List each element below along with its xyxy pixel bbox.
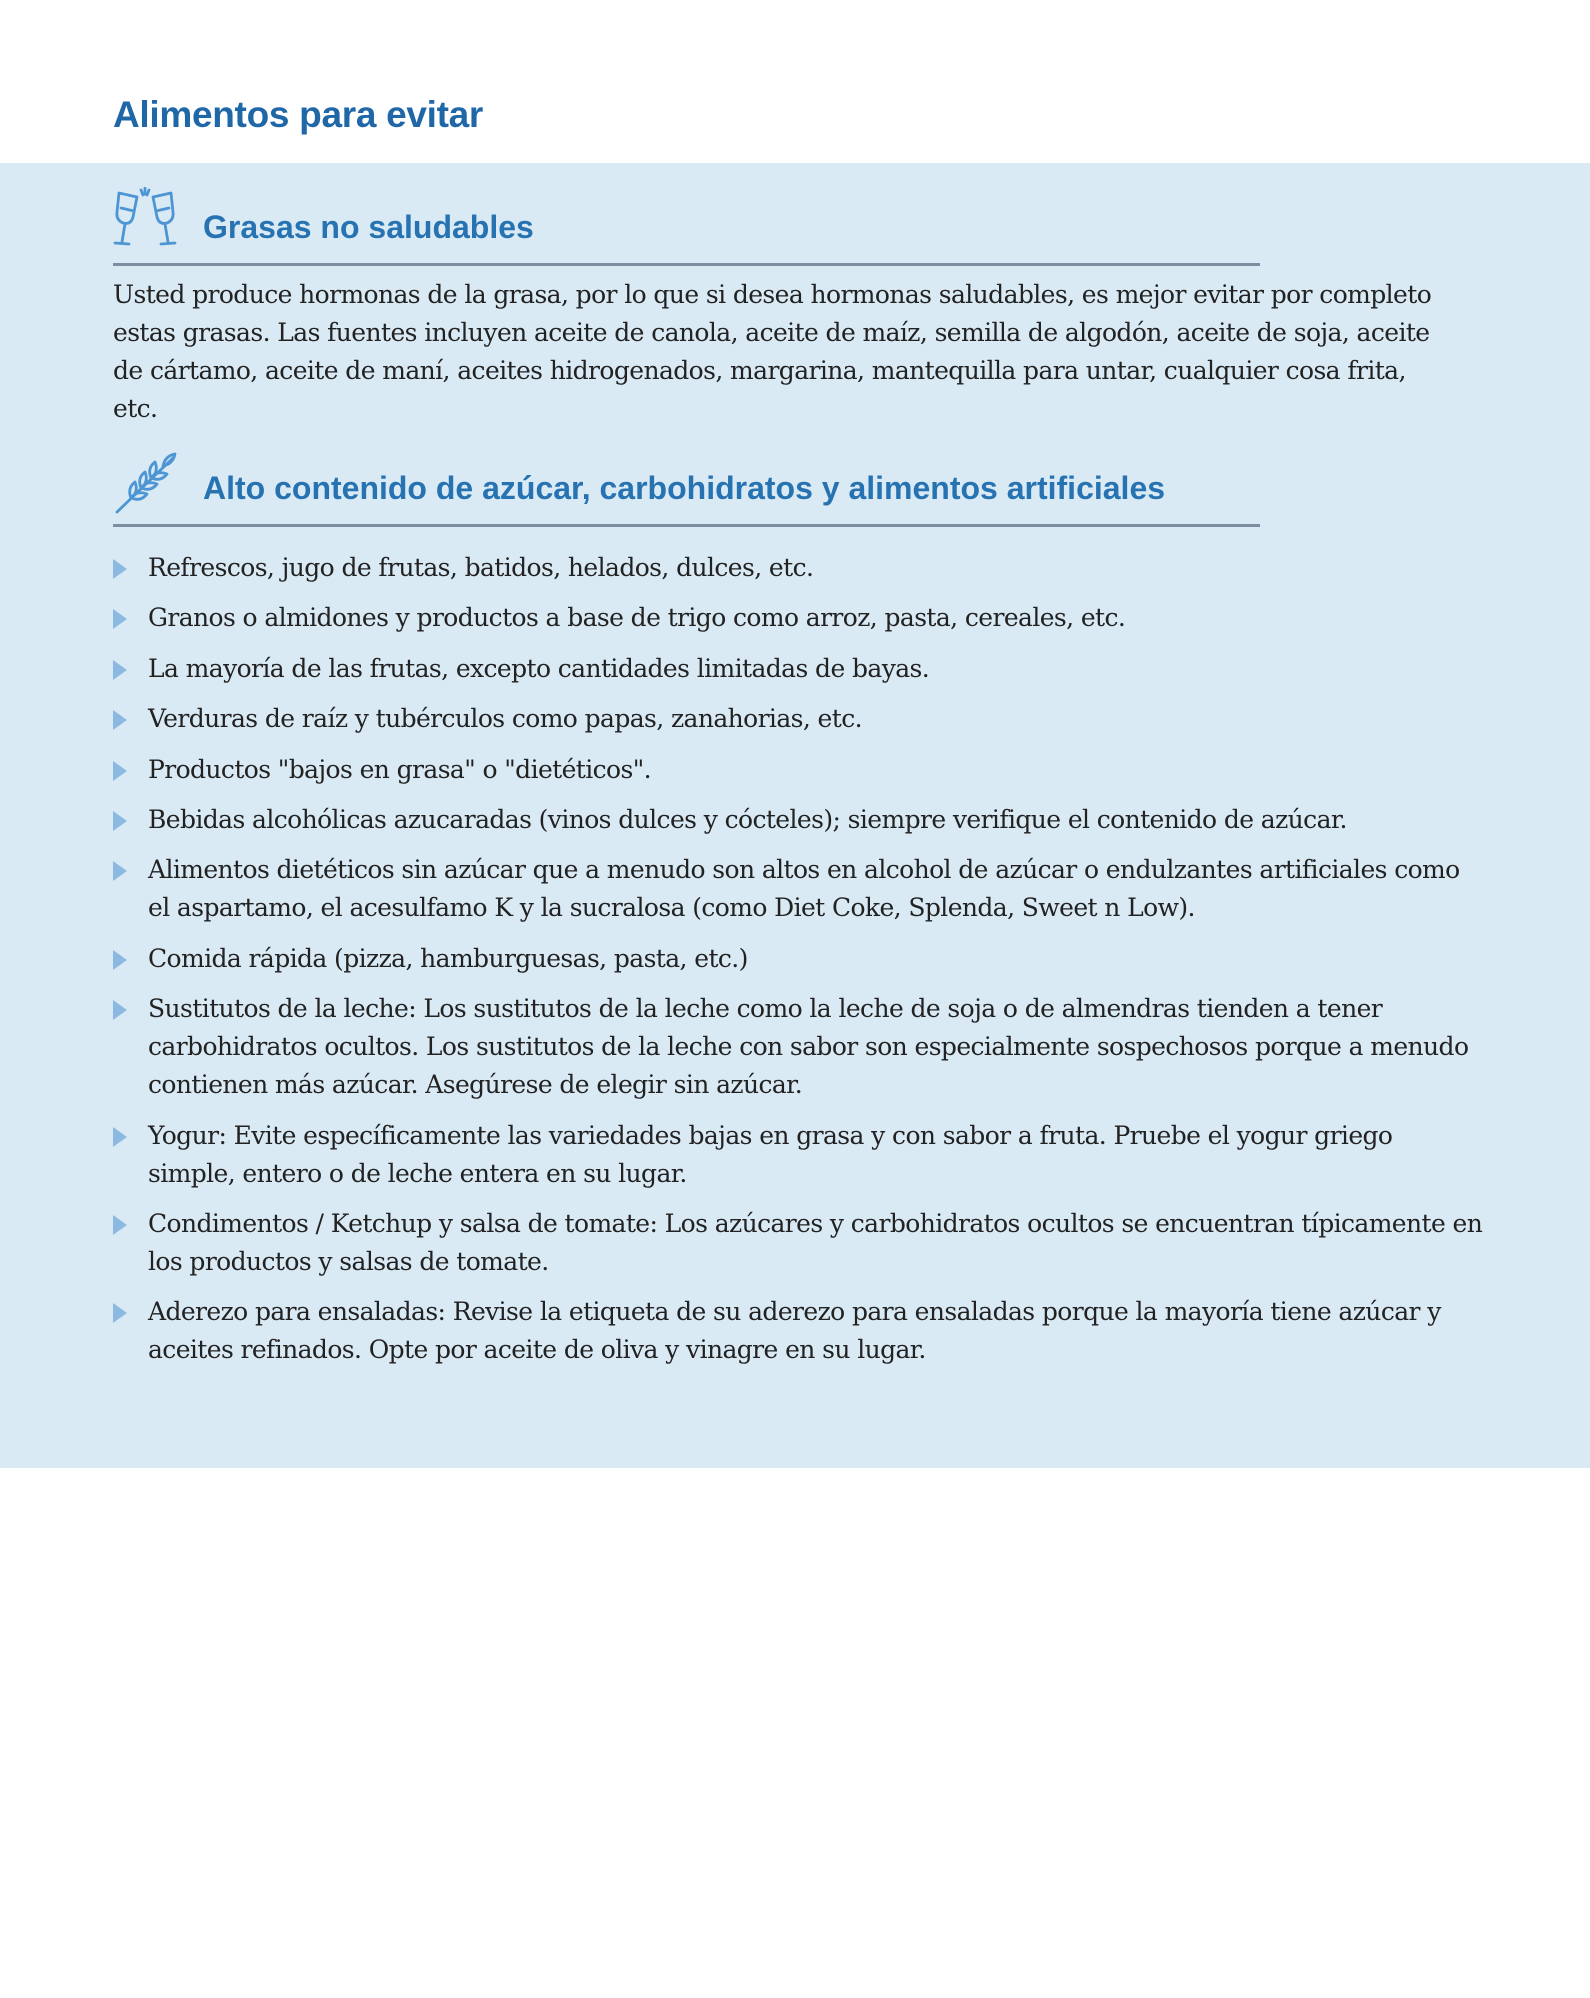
bullet-arrow-icon [113,1215,127,1235]
page-title: Alimentos para evitar [113,94,484,135]
list-item-text: Verduras de raíz y tubérculos como papas, zanahorias, etc. [148,704,862,734]
wine-glasses-icon [113,187,177,255]
section-header-grasas [113,187,1260,266]
list-item [113,700,1483,738]
section-header-azucar [113,448,1260,527]
list-item-text: Condimentos / Ketchup y salsa de tomate: Los azúcares y carbohidratos ocultos se encuentran típicamente en los productos y salsas de tomate. [148,1208,1483,1276]
bullet-arrow-icon [113,761,127,781]
bullet-arrow-icon [113,609,127,629]
list-item [113,940,1483,978]
bullet-arrow-icon [113,660,127,680]
bullet-arrow-icon [113,811,127,831]
list-item-text: Granos o almidones y productos a base de trigo como arroz, pasta, cereales, etc. [148,603,1126,633]
list-item-text: Bebidas alcohólicas azucaradas (vinos dulces y cócteles); siempre verifique el contenido de azúcar. [148,804,1347,834]
section-body-text: Usted produce hormonas de la grasa, por lo que si desea hormonas saludables, es mejor evitar por completo estas grasas. Las fuentes incluyen aceite de canola, aceite de maíz, semilla de algodón, aceite de soja, aceite de cártamo, aceite de maní, aceites hidrogenados, margarina, mantequilla para untar, cualquier cosa frita, etc. [113,280,1432,423]
list-item [113,990,1483,1104]
list-item-text: Comida rápida (pizza, hamburguesas, pasta, etc.) [148,943,748,973]
list-item-text: Aderezo para ensaladas: Revise la etiqueta de su aderezo para ensaladas porque la mayoría tiene azúcar y aceites refinados. Opte por aceite de oliva y vinagre en su lugar. [148,1297,1441,1365]
list-item [113,1293,1483,1369]
list-item [113,1117,1483,1193]
bullet-arrow-icon [113,1127,127,1147]
wheat-icon [113,448,177,516]
section-heading: Grasas no saludables [203,209,534,245]
avoid-foods-list [113,549,1483,1382]
list-item [113,751,1483,789]
list-item-text: La mayoría de las frutas, excepto cantidades limitadas de bayas. [148,653,930,683]
list-item-text: Sustitutos de la leche: Los sustitutos de la leche como la leche de soja o de almendras tienden a tener carbohidratos ocultos. Los sustitutos de la leche con sabor son especialmente sospechosos porque a menudo contienen más azúcar. Asegúrese de elegir sin azúcar. [148,994,1469,1100]
list-item [113,650,1483,688]
list-item [113,549,1483,587]
section-heading: Alto contenido de azúcar, carbohidratos y alimentos artificiales [203,470,1166,506]
list-item [113,1205,1483,1281]
list-item-text: Yogur: Evite específicamente las variedades bajas en grasa y con sabor a fruta. Pruebe el yogur griego simple, entero o de leche entera en su lugar. [148,1120,1393,1188]
list-item [113,599,1483,637]
list-item [113,801,1483,839]
bullet-arrow-icon [113,861,127,881]
bullet-arrow-icon [113,710,127,730]
bullet-arrow-icon [113,559,127,579]
list-item [113,851,1483,927]
bullet-arrow-icon [113,1000,127,1020]
bullet-arrow-icon [113,950,127,970]
list-item-text: Alimentos dietéticos sin azúcar que a menudo son altos en alcohol de azúcar o endulzantes artificiales como el aspartamo, el acesulfamo K y la sucralosa (como Diet Coke, Splenda, Sweet n Low). [148,855,1460,923]
list-item-text: Productos "bajos en grasa" o "dietéticos". [148,754,651,784]
list-item-text: Refrescos, jugo de frutas, batidos, helados, dulces, etc. [148,553,814,582]
bullet-arrow-icon [113,1303,127,1323]
